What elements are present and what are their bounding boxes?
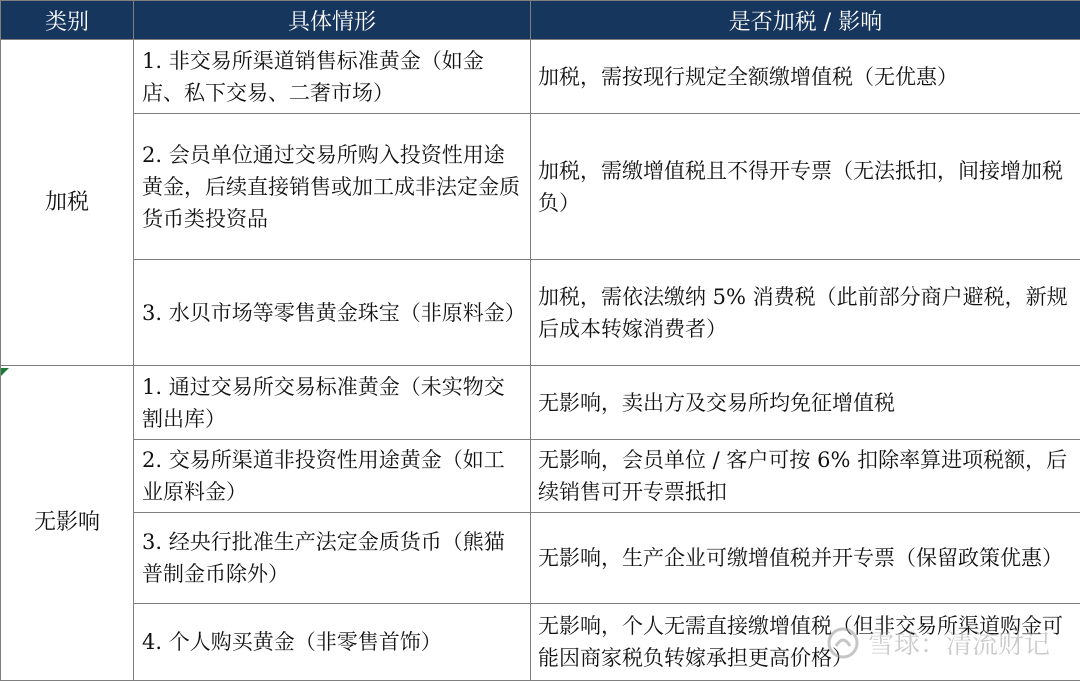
impact-cell: 无影响，个人无需直接缴增值税（但非交易所渠道购金可能因商家税负转嫁承担更高价格） (531, 604, 1080, 681)
table-row (1, 513, 1080, 604)
table-row (1, 366, 1080, 440)
header-situation: 具体情形 (134, 1, 531, 40)
impact-cell: 加税，需缴增值税且不得开专票（无法抵扣，间接增加税负） (531, 114, 1080, 260)
table-row (1, 40, 1080, 114)
situation-cell: 2. 会员单位通过交易所购入投资性用途黄金，后续直接销售或加工成非法定金质货币类投资品 (134, 114, 531, 260)
header-category: 类别 (1, 1, 134, 40)
situation-cell: 1. 通过交易所交易标准黄金（未实物交割出库） (134, 366, 531, 440)
situation-cell: 2. 交易所渠道非投资性用途黄金（如工业原料金） (134, 440, 531, 513)
header-impact: 是否加税 / 影响 (531, 1, 1080, 40)
category-cell-add-tax: 加税 (1, 40, 134, 366)
category-cell-no-impact: 无影响 (1, 366, 134, 681)
watermark (826, 624, 1050, 661)
impact-cell: 无影响，卖出方及交易所均免征增值税 (531, 366, 1080, 440)
situation-cell: 1. 非交易所渠道销售标准黄金（如金店、私下交易、二奢市场） (134, 40, 531, 114)
impact-cell: 加税，需按现行规定全额缴增值税（无优惠） (531, 40, 1080, 114)
table-row (1, 260, 1080, 366)
situation-cell: 4. 个人购买黄金（非零售首饰） (134, 604, 531, 681)
impact-cell: 加税，需依法缴纳 5% 消费税（此前部分商户避税，新规后成本转嫁消费者） (531, 260, 1080, 366)
impact-cell: 无影响，会员单位 / 客户可按 6% 扣除率算进项税额，后续销售可开专票抵扣 (531, 440, 1080, 513)
table-row (1, 114, 1080, 260)
snowball-logo-icon (826, 626, 860, 660)
impact-cell: 无影响，生产企业可缴增值税并开专票（保留政策优惠） (531, 513, 1080, 604)
situation-cell: 3. 经央行批准生产法定金质货币（熊猫普制金币除外） (134, 513, 531, 604)
table-row (1, 440, 1080, 513)
situation-cell: 3. 水贝市场等零售黄金珠宝（非原料金） (134, 260, 531, 366)
watermark-text: 雪球：清流财记 (868, 624, 1050, 661)
cell-comment-marker-icon (1, 368, 9, 376)
header-row (1, 1, 1080, 40)
